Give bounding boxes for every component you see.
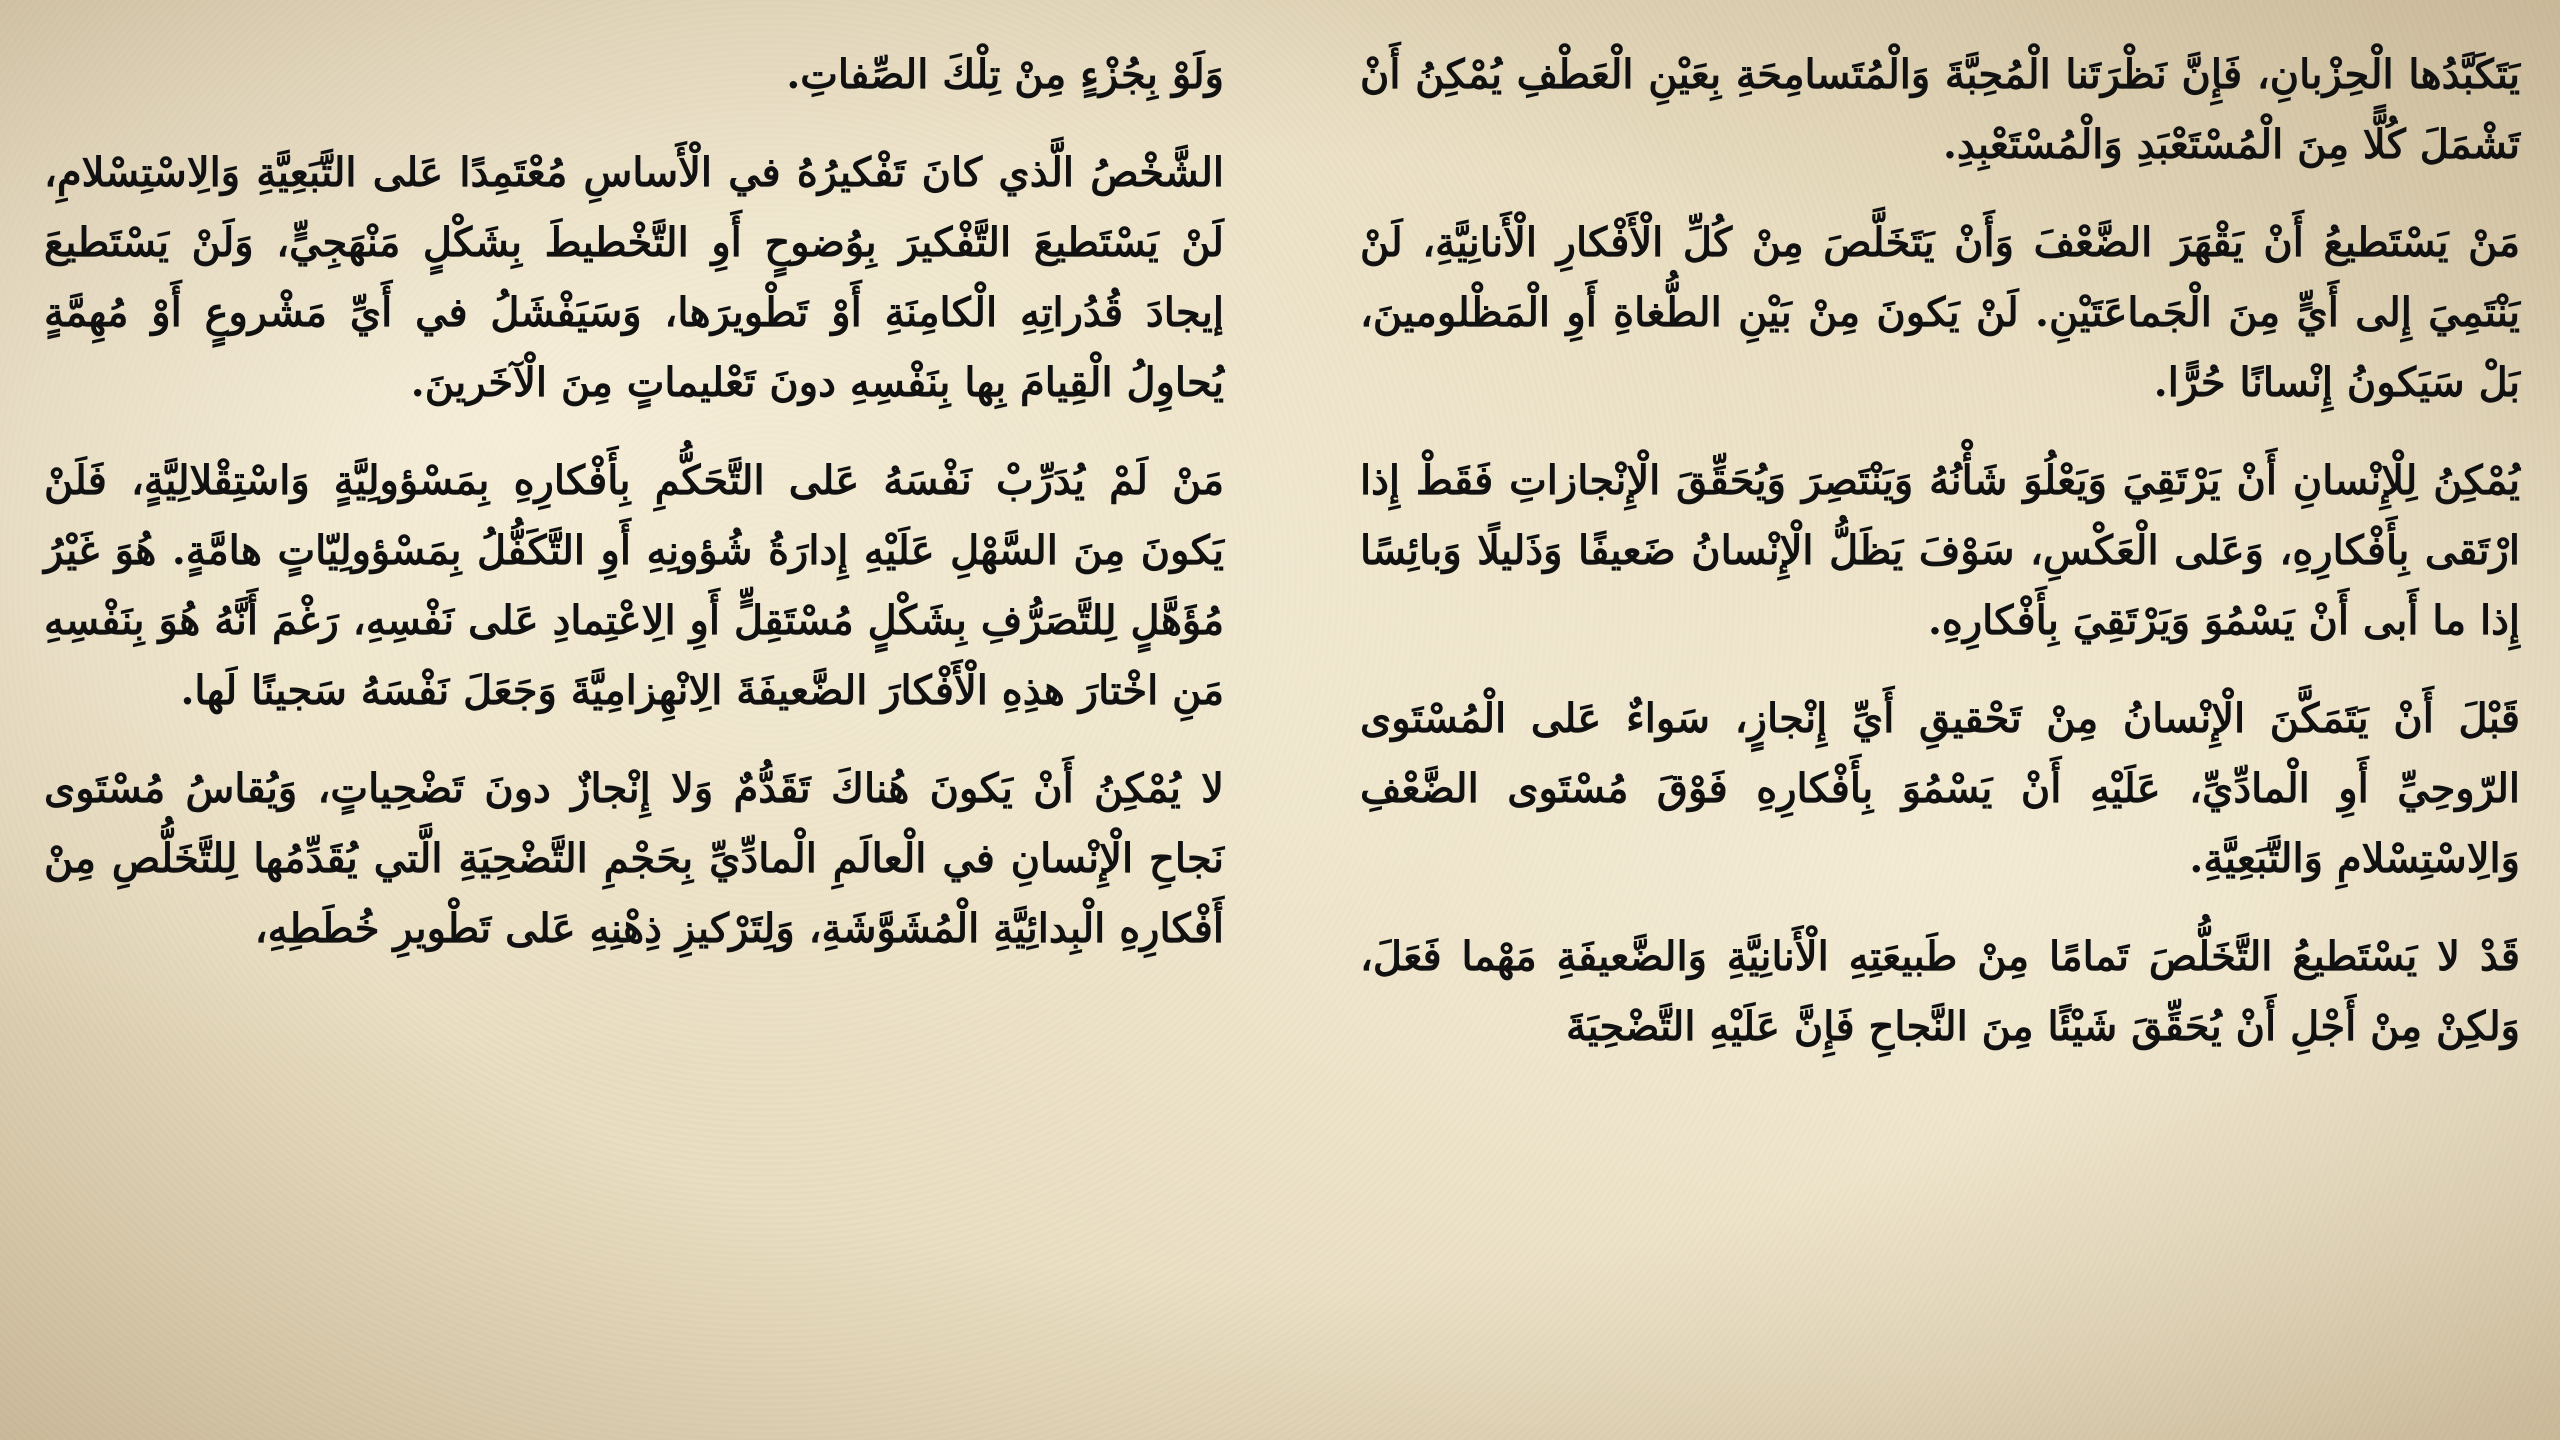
paragraph: مَنْ لَمْ يُدَرِّبْ نَفْسَهُ عَلى التَّحَكُّمِ بِأَفْكارِهِ بِمَسْؤولِيَّةٍ وَاسْتِقْلالِيَّةٍ، فَلَنْ يَكونَ مِنَ السَّهْلِ عَلَيْهِ إِدارَةُ شُؤونِهِ أَوِ التَّكَفُّلُ بِمَسْؤولِيّاتٍ هامَّةٍ. هُوَ غَيْرُ مُؤَهَّلٍ لِلتَّصَرُّفِ بِشَكْلٍ مُسْتَقِلٍّ أَوِ الِاعْتِمادِ عَلى نَفْسِهِ، رَغْمَ أَنَّهُ هُوَ بِنَفْسِهِ مَنِ اخْتارَ هذِهِ الْأَفْكارَ الضَّعيفَةَ الِانْهِزامِيَّةَ وَجَعَلَ نَفْسَهُ سَجينًا لَها.	[44, 457, 1224, 714]
paragraph: يُمْكِنُ لِلْإِنْسانِ أَنْ يَرْتَقِيَ وَيَعْلُوَ شَأْنُهُ وَيَنْتَصِرَ وَيُحَقِّقَ الْإِنْجازاتِ فَقَطْ إِذا ارْتَقى بِأَفْكارِهِ، وَعَلى الْعَكْسِ، سَوْفَ يَظَلُّ الْإِنْسانُ ضَعيفًا وَذَليلًا وَبائِسًا إِذا ما أَبى أَنْ يَسْمُوَ وَيَرْتَقِيَ بِأَفْكارِهِ.	[1360, 457, 2520, 644]
left-text-column	[44, 40, 1224, 992]
paragraph: قَبْلَ أَنْ يَتَمَكَّنَ الْإِنْسانُ مِنْ تَحْقيقِ أَيِّ إِنْجازٍ، سَواءٌ عَلى الْمُسْتَوى الرّوحِيِّ أَوِ الْمادِّيِّ، عَلَيْهِ أَنْ يَسْمُوَ بِأَفْكارِهِ فَوْقَ مُسْتَوى الضَّعْفِ وَالِاسْتِسْلامِ وَالتَّبَعِيَّةِ.	[1360, 695, 2520, 882]
paragraph: وَلَوْ بِجُزْءٍ مِنْ تِلْكَ الصِّفاتِ.	[786, 51, 1224, 98]
paragraph: لا يُمْكِنُ أَنْ يَكونَ هُناكَ تَقَدُّمٌ وَلا إِنْجازٌ دونَ تَضْحِياتٍ، وَيُقاسُ مُسْتَوى نَجاحِ الْإِنْسانِ في الْعالَمِ الْمادِّيِّ بِحَجْمِ التَّضْحِيَةِ الَّتي يُقَدِّمُها لِلتَّخَلُّصِ مِنْ أَفْكارِهِ الْبِدائِيَّةِ الْمُشَوَّشَةِ، وَلِتَرْكيزِ ذِهْنِهِ عَلى تَطْويرِ خُطَطِهِ،	[44, 765, 1224, 952]
paragraph: قَدْ لا يَسْتَطيعُ التَّخَلُّصَ تَمامًا مِنْ طَبيعَتِهِ الْأَنانِيَّةِ وَالضَّعيفَةِ مَهْما فَعَلَ، وَلكِنْ مِنْ أَجْلِ أَنْ يُحَقِّقَ شَيْئًا مِنَ النَّجاحِ فَإِنَّ عَلَيْهِ التَّضْحِيَةَ	[1360, 933, 2520, 1050]
paragraph: الشَّخْصُ الَّذي كانَ تَفْكيرُهُ في الْأَساسِ مُعْتَمِدًا عَلى التَّبَعِيَّةِ وَالِاسْتِسْلامِ، لَنْ يَسْتَطيعَ التَّفْكيرَ بِوُضوحٍ أَوِ التَّخْطيطَ بِشَكْلٍ مَنْهَجِيٍّ، وَلَنْ يَسْتَطيعَ إيجادَ قُدُراتِهِ الْكامِنَةِ أَوْ تَطْويرَها، وَسَيَفْشَلُ في أَيِّ مَشْروعٍ أَوْ مُهِمَّةٍ يُحاوِلُ الْقِيامَ بِها بِنَفْسِهِ دونَ تَعْليماتٍ مِنَ الْآخَرينَ.	[44, 149, 1224, 406]
paragraph: مَنْ يَسْتَطيعُ أَنْ يَقْهَرَ الضَّعْفَ وَأَنْ يَتَخَلَّصَ مِنْ كُلِّ الْأَفْكارِ الْأَنانِيَّةِ، لَنْ يَنْتَمِيَ إِلى أَيٍّ مِنَ الْجَماعَتَيْنِ. لَنْ يَكونَ مِنْ بَيْنِ الطُّغاةِ أَوِ الْمَظْلومينَ، بَلْ سَيَكونُ إِنْسانًا حُرًّا.	[1360, 219, 2520, 406]
right-text-column	[1360, 40, 2520, 1090]
paragraph: يَتَكَبَّدُها الْحِزْبانِ، فَإِنَّ نَظْرَتَنا الْمُحِبَّةَ وَالْمُتَسامِحَةِ بِعَيْنِ الْعَطْفِ يُمْكِنُ أَنْ تَشْمَلَ كُلًّا مِنَ الْمُسْتَعْبَدِ وَالْمُسْتَعْبِدِ.	[1360, 51, 2521, 168]
